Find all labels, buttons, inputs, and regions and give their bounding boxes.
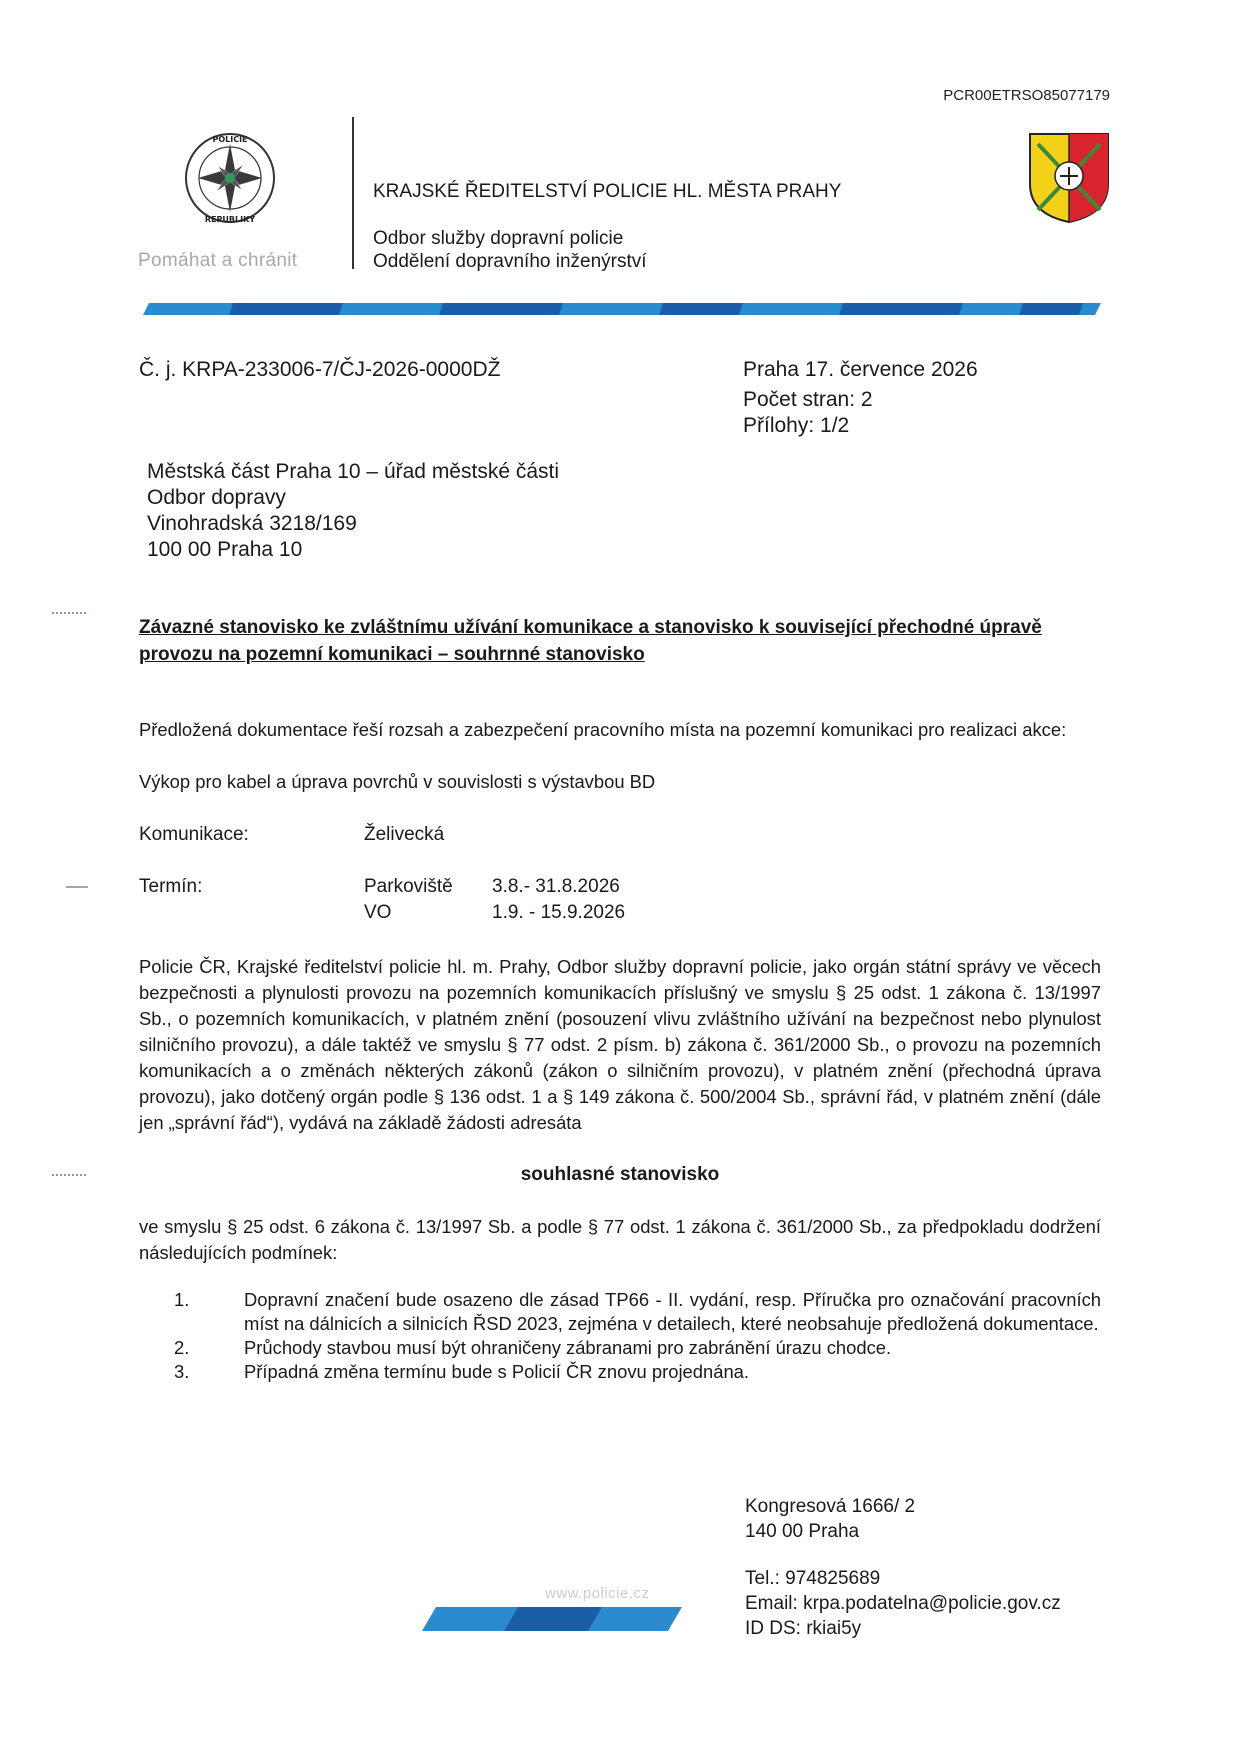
- action-name: Výkop pro kabel a úprava povrchů v souvislosti s výstavbou BD: [139, 771, 656, 792]
- list-item: [139, 1336, 1101, 1360]
- page-count: Počet stran: 2: [743, 388, 873, 411]
- recipient-line: Odbor dopravy: [147, 486, 286, 509]
- condition-number: 2.: [174, 1337, 190, 1358]
- term-name: Parkoviště: [364, 876, 453, 897]
- svg-text:POLICIE: POLICIE: [212, 135, 248, 144]
- term-name: VO: [364, 902, 392, 923]
- prague-police-crest-icon: [1028, 132, 1110, 224]
- subject-heading: Závazné stanovisko ke zvláštnímu užívání komunikace a stanovisko k související přechodné úpravě provozu na pozemní komunikaci – souhrnné stanovisko: [139, 617, 1042, 665]
- term-range: 3.8.- 31.8.2026: [492, 876, 620, 897]
- header-stripe: [143, 302, 1101, 314]
- punch-mark: [66, 886, 88, 888]
- fold-mark: [52, 1174, 86, 1178]
- document-date: Praha 17. července 2026: [743, 358, 978, 381]
- conditions-list: [139, 1288, 1101, 1384]
- footer-address-line: Kongresová 1666/ 2: [745, 1496, 916, 1517]
- condition-text: Průchody stavbou musí být ohraničeny zábranami pro zabránění úrazu chodce.: [244, 1337, 892, 1358]
- decision-paragraph: ve smyslu § 25 odst. 6 zákona č. 13/1997 Sb. a podle § 77 odst. 1 zákona č. 361/2000 Sb., za předpokladu dodržení následujících podmínek:: [139, 1216, 1101, 1263]
- attachments: Přílohy: 1/2: [743, 414, 850, 437]
- recipient-line: 100 00 Praha 10: [147, 538, 303, 561]
- road-label: Komunikace:: [139, 824, 249, 845]
- police-star-emblem-icon: [182, 130, 278, 226]
- reference-number: Č. j. KRPA-233006-7/ČJ-2026-0000DŽ: [139, 358, 501, 381]
- legal-basis-paragraph: Policie ČR, Krajské ředitelství policie hl. m. Prahy, Odbor služby dopravní policie, jako orgán státní správy ve věcech bezpečnosti a plynulosti provozu na pozemních komunikacích příslušný ve smyslu § 25 odst. 1 zákona č. 13/1997 Sb., o pozemních komunikacích, v platném znění (posouzení vlivu zvláštního užívání na bezpečnost nebo plynulost silničního provozu), a dále taktéž ve smyslu § 77 odst. 2 písm. b) zákona č. 361/2000 Sb., o provozu na pozemních komunikacích a o změnách některých zákonů (zákon o silničním provozu), v platném znění (přechodná úprava provozu), jako dotčený orgán podle § 136 odst. 1 a § 149 zákona č. 500/2004 Sb., správní řád, v platném znění (dále jen „správní řád“), vydává na základě žádosti adresáta: [139, 956, 1101, 1133]
- recipient-address: [147, 459, 559, 563]
- footer-email: Email: krpa.podatelna@policie.gov.cz: [745, 1593, 1061, 1614]
- condition-number: 3.: [174, 1361, 190, 1382]
- intro-text: Předložená dokumentace řeší rozsah a zabezpečení pracovního místa na pozemní komunikaci pro realizaci akce:: [139, 719, 1067, 740]
- road-value: Želivecká: [364, 824, 445, 845]
- condition-number: 1.: [174, 1289, 190, 1310]
- header-divider: [352, 117, 354, 269]
- section-name: Oddělení dopravního inženýrství: [373, 251, 647, 272]
- list-item: [139, 1360, 1101, 1384]
- footer-website: www.policie.cz: [545, 1585, 650, 1602]
- condition-text: Dopravní značení bude osazeno dle zásad TP66 - II. vydání, resp. Příručka pro označování pracovních míst na dálnicích a silnicích ŘSD 2023, zejména v detailech, které neobsahuje předložená dokumentace.: [244, 1289, 1101, 1334]
- recipient-line: Vinohradská 3218/169: [147, 512, 357, 535]
- term-range: 1.9. - 15.9.2026: [492, 902, 626, 923]
- list-item: [139, 1288, 1101, 1336]
- condition-text: Případná změna termínu bude s Policií ČR znovu projednána.: [244, 1361, 750, 1382]
- slogan: Pomáhat a chránit: [138, 250, 298, 271]
- recipient-line: Městská část Praha 10 – úřad městské části: [147, 460, 560, 483]
- document-code: PCR00ETRSO85077179: [943, 87, 1110, 104]
- footer-stripe: [422, 1607, 682, 1631]
- authority-name: KRAJSKÉ ŘEDITELSTVÍ POLICIE HL. MĚSTA PRAHY: [373, 181, 842, 202]
- footer-phone: Tel.: 974825689: [745, 1568, 881, 1589]
- footer-data-box: ID DS: rkiai5y: [745, 1618, 862, 1639]
- department-name: Odbor služby dopravní policie: [373, 228, 624, 249]
- fold-mark: [52, 612, 86, 616]
- term-label: Termín:: [139, 876, 203, 897]
- decision-title: souhlasné stanovisko: [520, 1164, 720, 1185]
- footer-address-line: 140 00 Praha: [745, 1521, 860, 1542]
- svg-text:REPUBLIKY: REPUBLIKY: [204, 215, 256, 224]
